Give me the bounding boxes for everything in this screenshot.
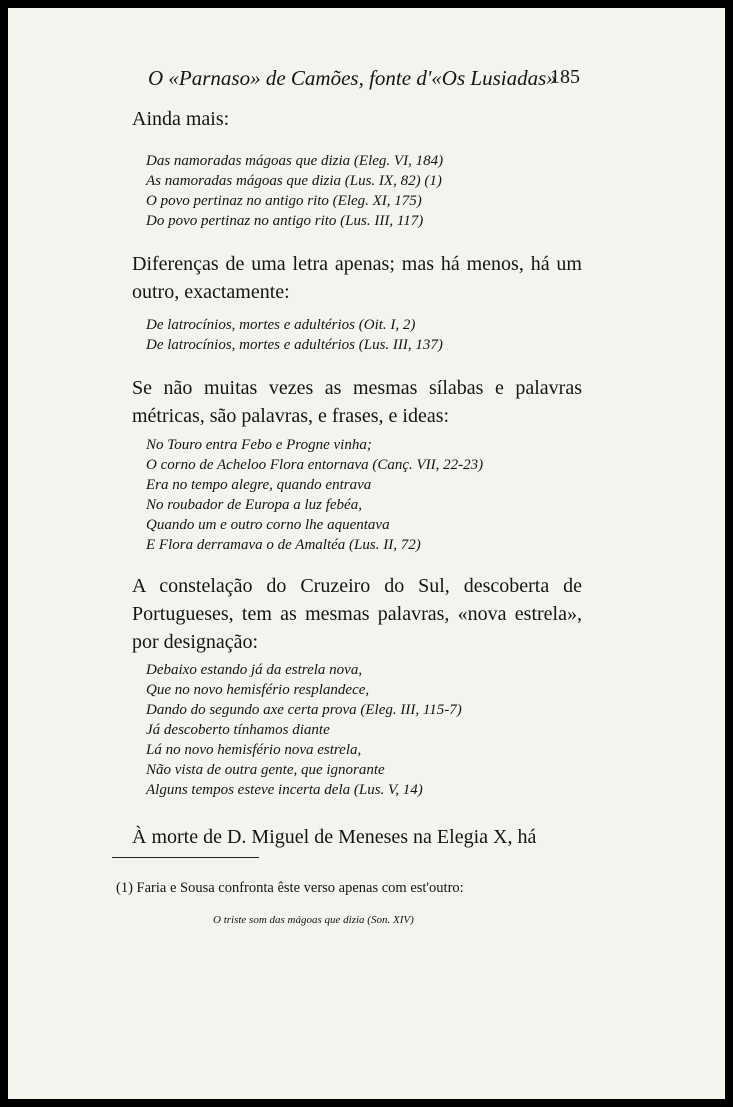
page-header	[148, 66, 580, 100]
verse-line: E Flora derramava o de Amaltéa (Lus. II, 72)	[146, 537, 421, 553]
verse-block-2	[146, 315, 566, 355]
verse-line: Já descoberto tínhamos diante	[146, 722, 330, 738]
verse-block-1	[146, 151, 566, 231]
verse-line: De latrocínios, mortes e adultérios (Lus. III, 137)	[146, 337, 443, 353]
verse-block-4	[146, 660, 566, 800]
verse-line: No roubador de Europa a luz febéa,	[146, 497, 362, 513]
verse-line: O corno de Acheloo Flora entornava (Canç. VII, 22-23)	[146, 457, 484, 473]
verse-line: Das namoradas mágoas que dizia (Eleg. VI, 184)	[146, 153, 444, 169]
running-head: O «Parnaso» de Camões, fonte d'«Os Lusiadas»	[148, 66, 557, 90]
verse-line: As namoradas mágoas que dizia (Lus. IX, 82) (1)	[146, 173, 442, 189]
verse-line: O povo pertinaz no antigo rito (Eleg. XI, 175)	[146, 193, 422, 209]
verse-line: Quando um e outro corno lhe aquentava	[146, 517, 390, 533]
paragraph-2: Se não muitas vezes as mesmas sílabas e palavras métricas, são palavras, e frases, e ideas:	[132, 377, 582, 427]
paragraph-1: Diferenças de uma letra apenas; mas há menos, há um outro, exactamente:	[132, 253, 582, 303]
verse-line: Lá no novo hemisfério nova estrela,	[146, 742, 362, 758]
verse-line: Do povo pertinaz no antigo rito (Lus. III, 117)	[146, 213, 424, 229]
verse-block-3	[146, 435, 566, 555]
paragraph-3: A constelação do Cruzeiro do Sul, descoberta de Portugueses, tem as mesmas palavras, «nova estrela», por designação:	[132, 575, 582, 653]
footnote: (1) Faria e Sousa confronta êste verso apenas com est'outro:	[116, 880, 464, 896]
verse-line: Dando do segundo axe certa prova (Eleg. III, 115-7)	[146, 702, 462, 718]
page-number: 185	[550, 66, 580, 88]
verse-line: Alguns tempos esteve incerta dela (Lus. V, 14)	[146, 782, 423, 798]
verse-line: Que no novo hemisfério resplandece,	[146, 682, 370, 698]
paragraph-intro: Ainda mais:	[132, 108, 230, 130]
verse-line: No Touro entra Febo e Progne vinha;	[146, 437, 372, 453]
verse-line: De latrocínios, mortes e adultérios (Oit. I, 2)	[146, 317, 416, 333]
book-page	[8, 8, 725, 1099]
paragraph-4: À morte de D. Miguel de Meneses na Elegia X, há	[132, 826, 537, 848]
verse-line: Era no tempo alegre, quando entrava	[146, 477, 372, 493]
footnote-quote: O triste som das mágoas que dizia (Son. XIV)	[213, 914, 414, 926]
footnote-rule	[112, 857, 259, 858]
verse-line: Debaixo estando já da estrela nova,	[146, 662, 363, 678]
verse-line: Não vista de outra gente, que ignorante	[146, 762, 385, 778]
